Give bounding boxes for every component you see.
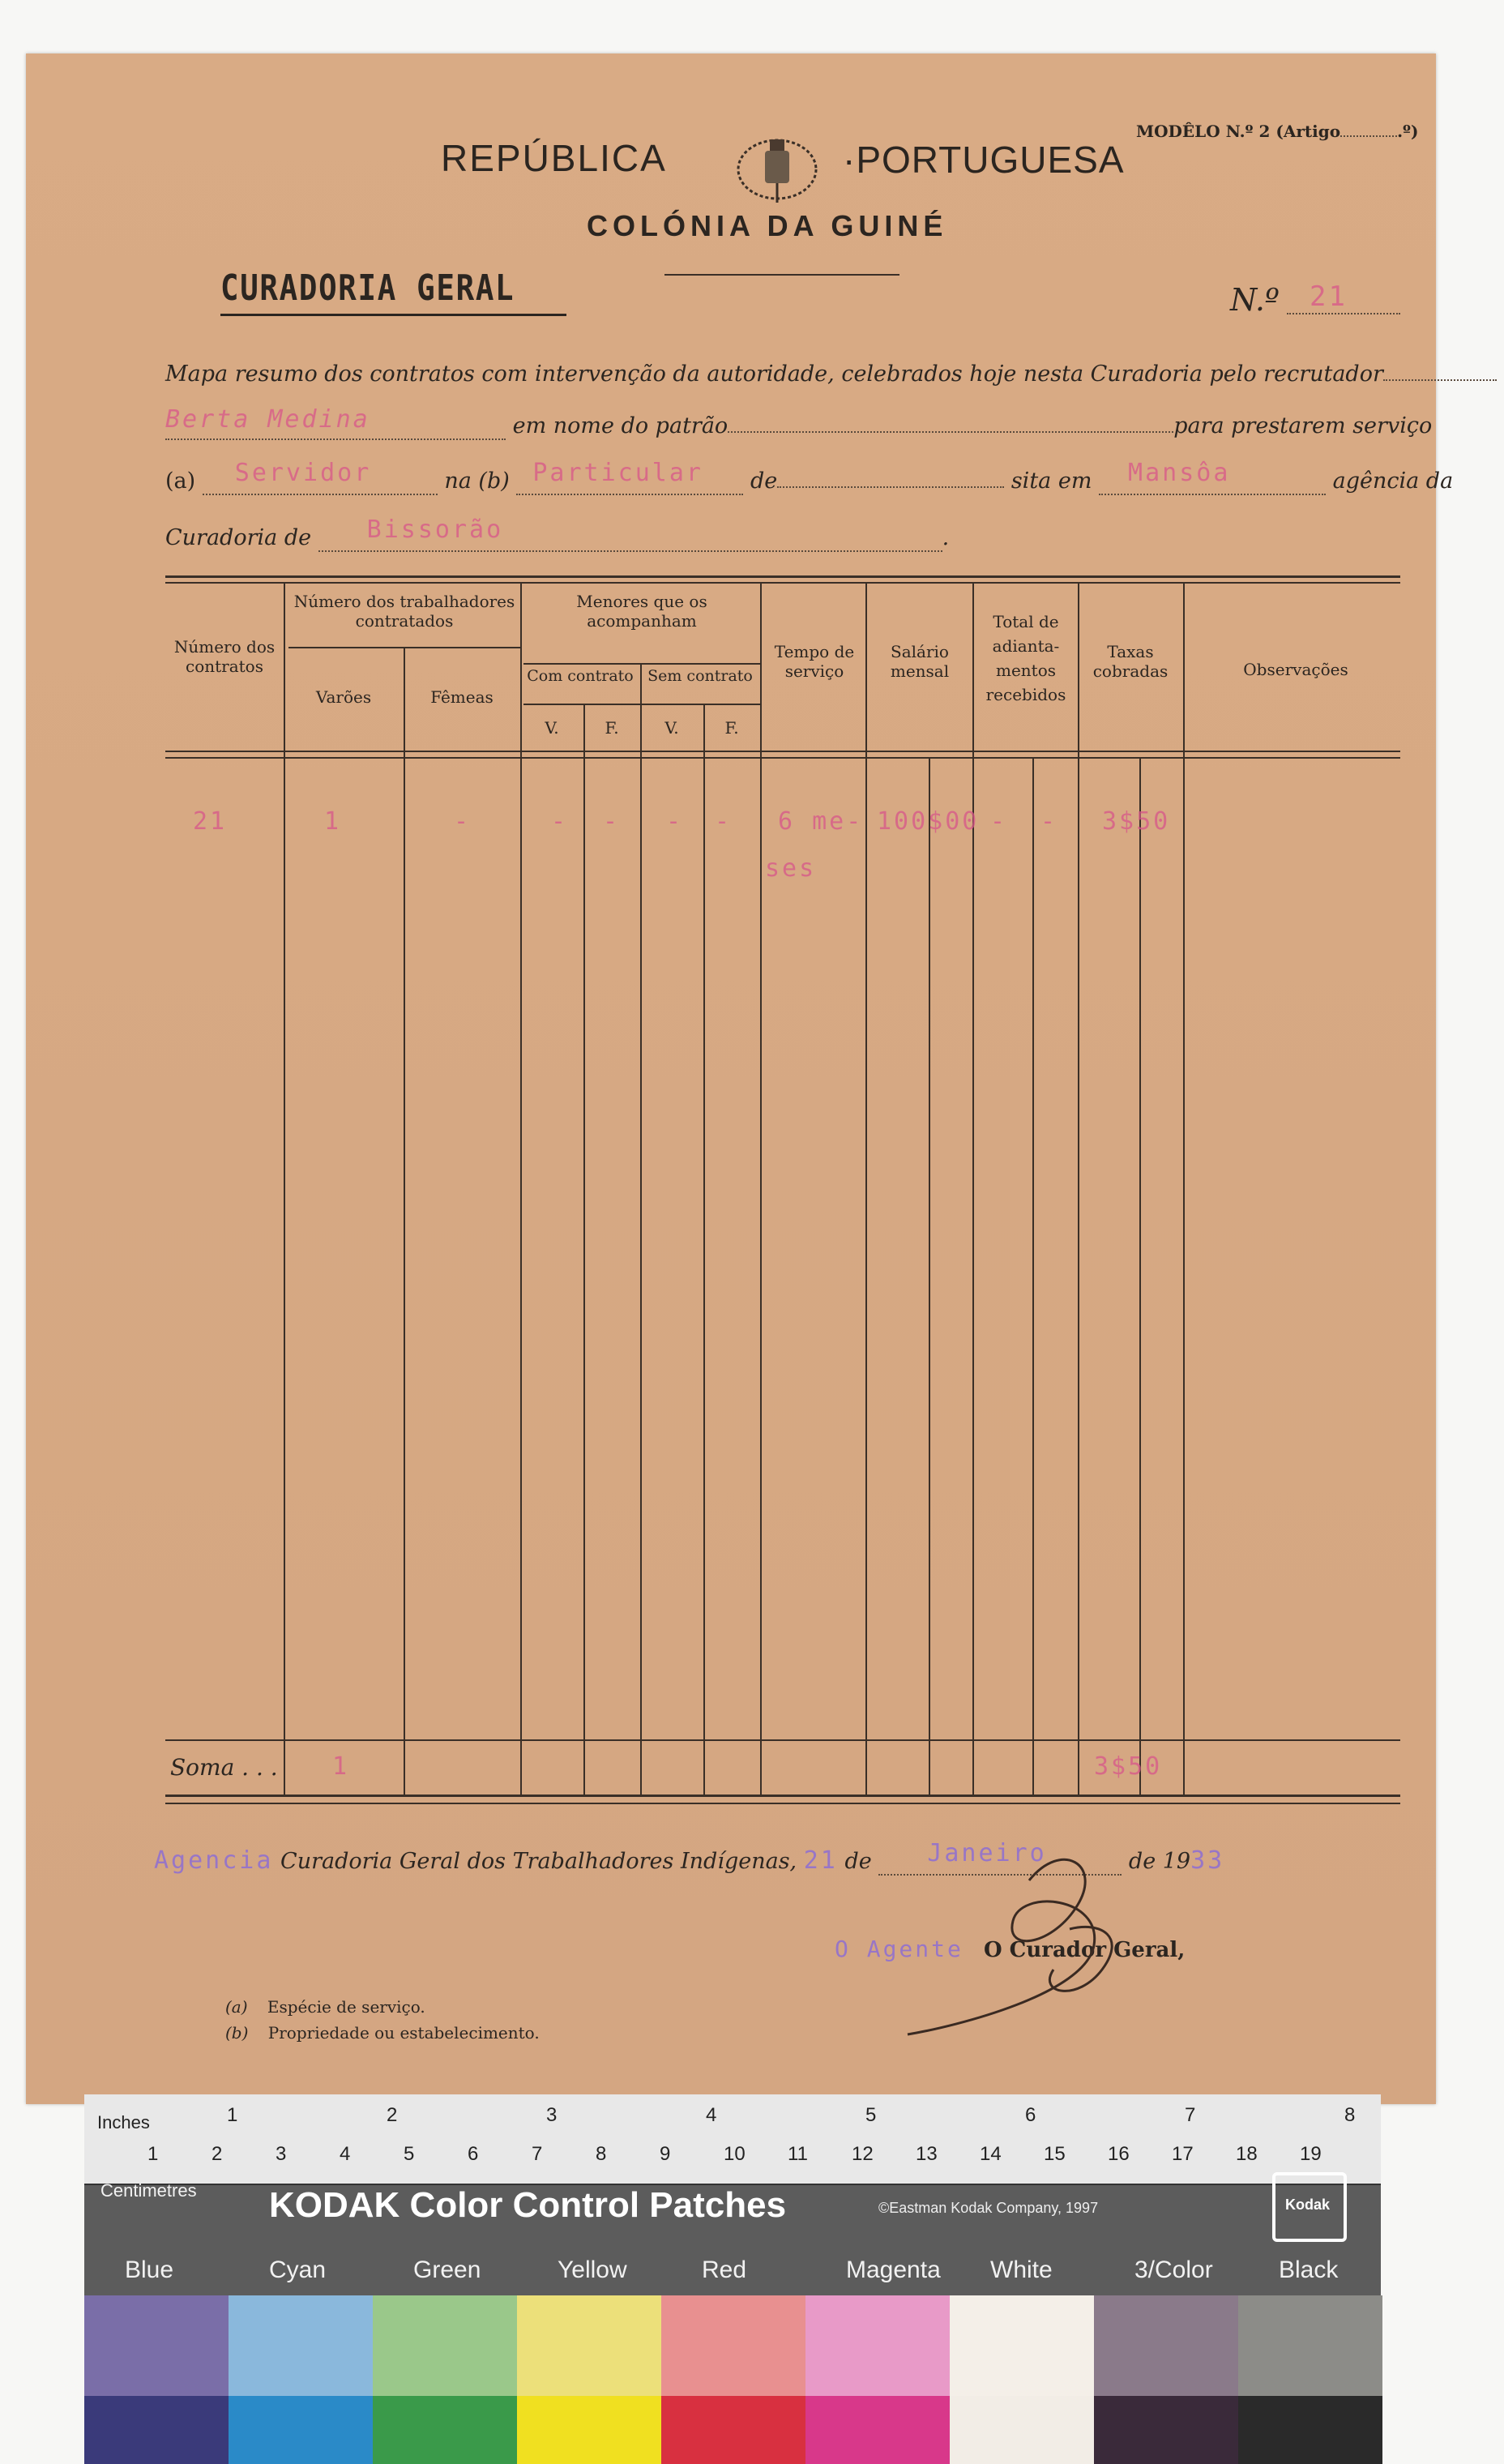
ruler-cm-12: 12 [852, 2143, 874, 2165]
patch-label-blue: Blue [125, 2257, 174, 2283]
ruler-cm-10: 10 [724, 2143, 746, 2165]
curadoria-de-value: Bissorão [366, 515, 504, 544]
curadoria-footer-text: Curadoria Geral dos Trabalhadores Indígenas, [280, 1849, 797, 1874]
patch-dark-7 [1094, 2396, 1238, 2464]
ruler-cm-7: 7 [532, 2143, 543, 2165]
colony-name: COLÓNIA DA GUINÉ [587, 209, 948, 242]
agencia-label: agência da [1332, 468, 1454, 494]
ruler-cm-19: 19 [1300, 2143, 1322, 2165]
row-com-v: - [551, 807, 569, 836]
patch-light-8 [1238, 2295, 1382, 2396]
agencia-typed: Agencia [154, 1846, 274, 1875]
para-prestarem-label: para prestarem serviço [1173, 413, 1433, 438]
ruler-inches-label: Inches [97, 2112, 150, 2132]
kodak-color-strip [84, 2094, 1381, 2464]
header-trabalhadores: Número dos trabalhadores contratados [293, 592, 515, 631]
note-b [225, 2023, 540, 2043]
ruler-cm-16: 16 [1108, 2143, 1130, 2165]
curadoria-title [220, 267, 566, 316]
ruler [84, 2094, 1381, 2185]
row-femeas: - [454, 807, 472, 836]
ruler-inch-2: 2 [387, 2104, 398, 2126]
header-numero: Número dos contratos [173, 637, 276, 676]
header-sem-f: F. [724, 718, 739, 738]
patch-dark-0 [84, 2396, 229, 2464]
ruler-cm-17: 17 [1172, 2143, 1194, 2165]
patch-dark-1 [229, 2396, 373, 2464]
note-a-text: Espécie de serviço. [267, 1997, 425, 2017]
kodak-title: KODAK Color Control Patches [269, 2185, 787, 2225]
header-total: Total de adianta- mentos recebidos [985, 612, 1066, 704]
ornament-divider [664, 274, 899, 276]
ruler-inch-5: 5 [865, 2104, 877, 2126]
ruler-cm-2: 2 [212, 2143, 223, 2165]
row-salario: 100$00 [877, 807, 980, 836]
ruler-inch-8: 8 [1344, 2104, 1356, 2126]
kodak-copyright: ©Eastman Kodak Company, 1997 [878, 2200, 1099, 2216]
patch-light-4 [661, 2295, 805, 2396]
ruler-inch-6: 6 [1025, 2104, 1036, 2126]
patch-dark-5 [805, 2396, 950, 2464]
date-de-2: de 19 [1128, 1849, 1191, 1874]
patch-light-3 [517, 2295, 661, 2396]
patch-light-6 [950, 2295, 1094, 2396]
ruler-cm-9: 9 [660, 2143, 671, 2165]
ruler-cm-label: Centimetres [100, 2180, 197, 2201]
sita-value: Mansôa [1128, 459, 1231, 487]
em-nome-label: em nome do patrão [512, 413, 728, 438]
header-sem-contrato: Sem contrato [647, 667, 753, 685]
header-tempo: Tempo de serviço [774, 642, 855, 681]
header-com-contrato: Com contrato [527, 667, 634, 685]
row-sem-v: - [666, 807, 684, 836]
curadoria-title-text: CURADORIA GERAL [220, 267, 515, 309]
patch-dark-4 [661, 2396, 805, 2464]
row-sem-f: - [715, 807, 733, 836]
header-menores: Menores que os acompanham [576, 592, 707, 631]
row-total-1: - [990, 807, 1008, 836]
ruler-inch-4: 4 [706, 2104, 717, 2126]
ruler-cm-15: 15 [1044, 2143, 1066, 2165]
kodak-logo-icon [1272, 2172, 1347, 2242]
date-de-1: de [844, 1849, 872, 1874]
row-com-f: - [603, 807, 621, 836]
servico-value: Servidor [234, 459, 372, 487]
note-a-key: (a) [225, 1997, 248, 2017]
patch-label-green: Green [413, 2257, 481, 2283]
header-taxas: Taxas cobradas [1092, 642, 1169, 681]
a-label: (a) [165, 468, 196, 494]
patch-label-3-color: 3/Color [1134, 2257, 1213, 2283]
row-varoes: 1 [324, 807, 342, 836]
intro-text-1: Mapa resumo dos contratos com intervenção da autoridade, celebrados hoje nesta Curadoria pelo recrutador [165, 361, 1383, 387]
soma-varoes: 1 [332, 1752, 350, 1781]
row-tempo-1: 6 me- [778, 807, 864, 836]
intro-line-1 [165, 361, 1497, 387]
patch-label-yellow: Yellow [558, 2257, 627, 2283]
de-label: de [750, 468, 778, 494]
patch-label-cyan: Cyan [269, 2257, 327, 2283]
note-b-text: Propriedade ou estabelecimento. [267, 2023, 540, 2043]
patch-dark-3 [517, 2396, 661, 2464]
patch-label-white: White [990, 2257, 1053, 2283]
row-tempo-2: ses [765, 854, 817, 883]
date-day: 21 [803, 1846, 838, 1875]
ruler-cm-6: 6 [468, 2143, 479, 2165]
ruler-cm-14: 14 [980, 2143, 1002, 2165]
modelo-label [1136, 122, 1419, 141]
patch-light-1 [229, 2295, 373, 2396]
numero-field [1287, 280, 1400, 314]
header-com-v: V. [545, 718, 559, 738]
intro-line-3 [165, 459, 1454, 495]
soma-label: Soma . . . [170, 1754, 278, 1781]
propriedade-value: Particular [532, 459, 703, 487]
numero-label: N.º [1230, 282, 1280, 318]
modelo-text: MODÊLO N.º 2 (Artigo [1136, 122, 1341, 141]
patch-label-red: Red [702, 2257, 747, 2283]
patch-dark-6 [950, 2396, 1094, 2464]
header-sem-v: V. [664, 718, 679, 738]
ruler-cm-8: 8 [596, 2143, 607, 2165]
curador-label: O Curador Geral, [983, 1938, 1186, 1962]
patch-light-7 [1094, 2295, 1238, 2396]
header-salario: Salário mensal [890, 642, 950, 681]
na-b-label: na (b) [444, 468, 510, 494]
intro-line-2 [165, 405, 1433, 440]
ruler-cm-13: 13 [916, 2143, 938, 2165]
patch-label-magenta: Magenta [846, 2257, 941, 2283]
row-taxas: 3$50 [1102, 807, 1171, 836]
recruiter-value: Berta Medina [165, 405, 370, 434]
header-com-f: F. [605, 718, 619, 738]
ruler-inch-3: 3 [546, 2104, 558, 2126]
modelo-end: .º) [1397, 122, 1419, 141]
patch-light-2 [373, 2295, 517, 2396]
ruler-cm-5: 5 [404, 2143, 415, 2165]
ruler-cm-4: 4 [340, 2143, 351, 2165]
patch-dark-2 [373, 2396, 517, 2464]
ruler-cm-11: 11 [788, 2143, 808, 2165]
patch-light-0 [84, 2295, 229, 2396]
patch-label-black: Black [1279, 2257, 1339, 2283]
patch-light-5 [805, 2295, 950, 2396]
ruler-cm-3: 3 [276, 2143, 287, 2165]
ruler-inch-7: 7 [1185, 2104, 1196, 2126]
kodak-logo-text: Kodak [1285, 2197, 1331, 2213]
title-republica: REPÚBLICA [441, 137, 667, 179]
header-observacoes: Observações [1243, 660, 1348, 679]
curadoria-de-label: Curadoria de [165, 525, 312, 550]
ruler-cm-18: 18 [1236, 2143, 1258, 2165]
numero-value: 21 [1310, 280, 1348, 313]
date-month: Janeiro [927, 1839, 1047, 1867]
sita-em-label: sita em [1010, 468, 1092, 494]
row-numero: 21 [193, 807, 228, 836]
intro-line-4: Curadoria de Bissorão . [165, 515, 950, 550]
signature [859, 1832, 1199, 2043]
header-femeas: Fêmeas [430, 687, 494, 707]
soma-taxas: 3$50 [1094, 1752, 1163, 1781]
ruler-cm-1: 1 [147, 2143, 159, 2165]
row-total-2: - [1040, 807, 1058, 836]
note-b-key: (b) [225, 2023, 249, 2043]
note-a [225, 1997, 425, 2017]
title-portuguesa-text: PORTUGUESA [856, 139, 1125, 181]
ruler-inch-1: 1 [227, 2104, 238, 2126]
header-varoes: Varões [315, 687, 372, 707]
date-year: 33 [1190, 1846, 1225, 1875]
title-portuguesa: ·PORTUGUESA [843, 139, 1125, 181]
agente-typed: O Agente [835, 1936, 964, 1962]
coat-of-arms-icon [733, 133, 822, 206]
patch-dark-8 [1238, 2396, 1382, 2464]
